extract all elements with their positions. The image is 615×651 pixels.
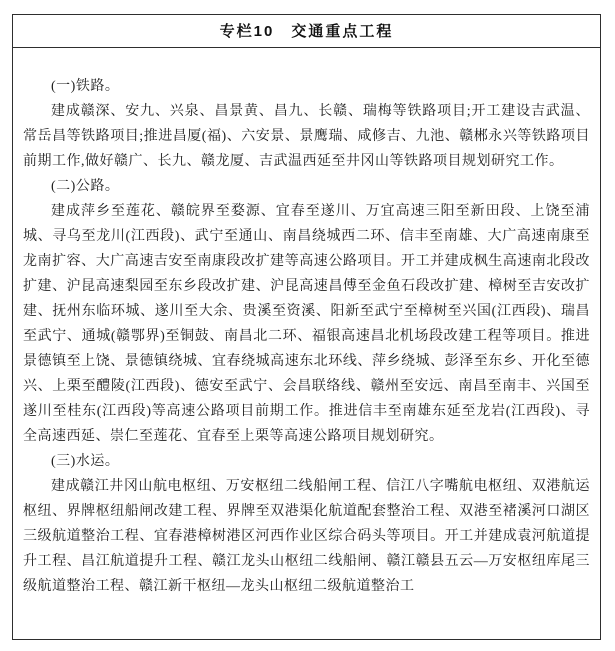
key-projects-panel bbox=[12, 14, 601, 640]
section-heading-waterway: (三)水运。 bbox=[51, 454, 120, 469]
section-body-highway: 建成萍乡至莲花、赣皖界至婺源、宜春至遂川、万宜高速三阳至新田段、上饶至浦城、寻乌至龙川(江西段)、武宁至通山、南昌绕城西二环、信丰至南雄、大广高速南康至龙南扩容、大广高速吉安至南康段改扩建等高速公路项目。开工并建成枫生高速南北段改扩建、沪昆高速梨园至东乡段改扩建、沪昆高速昌傅至金鱼石段改扩建、樟树至吉安改扩建、抚州东临环城、遂川至大余、贵溪至资溪、阳新至武宁至樟树至兴国(江西段)、瑞昌至武宁、通城(赣鄂界)至铜鼓、南昌北二环、福银高速昌北机场段改建工程等项目。推进景德镇至上饶、景德镇绕城、宜春绕城高速东北环线、萍乡绕城、彭泽至东乡、开化至德兴、上栗至醴陵(江西段)、德安至武宁、会昌联络线、赣州至安远、南昌至南丰、兴国至遂川至桂东(江西段)等高速公路项目前期工作。推进信丰至南雄东延至龙岩(江西段)、寻全高速西延、崇仁至莲花、宜春至上栗等高速公路项目规划研究。 bbox=[23, 204, 590, 444]
section-body-waterway: 建成赣江井冈山航电枢纽、万安枢纽二线船闸工程、信江八字嘴航电枢纽、双港航运枢纽、界牌枢纽船闸改建工程、界牌至双港渠化航道配套整治工程、双港至褚溪河口湖区三级航道整治工程、宜春港樟树港区河西作业区综合码头等项目。开工并建成袁河航道提升工程、昌江航道提升工程、赣江龙头山枢纽二线船闸、赣江赣县五云—万安枢纽库尾三级航道整治工程、赣江新干枢纽—龙头山枢纽二级航道整治工 bbox=[23, 479, 590, 594]
section-heading-highway: (二)公路。 bbox=[51, 179, 120, 194]
section-body-railway: 建成赣深、安九、兴泉、昌景黄、昌九、长赣、瑞梅等铁路项目;开工建设吉武温、常岳昌等铁路项目;推进昌厦(福)、六安景、景鹰瑞、咸修吉、九池、赣郴永兴等铁路项目前期工作,做好赣广、长九、赣龙厦、吉武温西延至井冈山等铁路项目规划研究工作。 bbox=[23, 104, 590, 169]
panel-title: 专栏10 交通重点工程 bbox=[13, 15, 600, 48]
panel-body bbox=[13, 48, 600, 599]
section-heading-railway: (一)铁路。 bbox=[51, 79, 120, 94]
